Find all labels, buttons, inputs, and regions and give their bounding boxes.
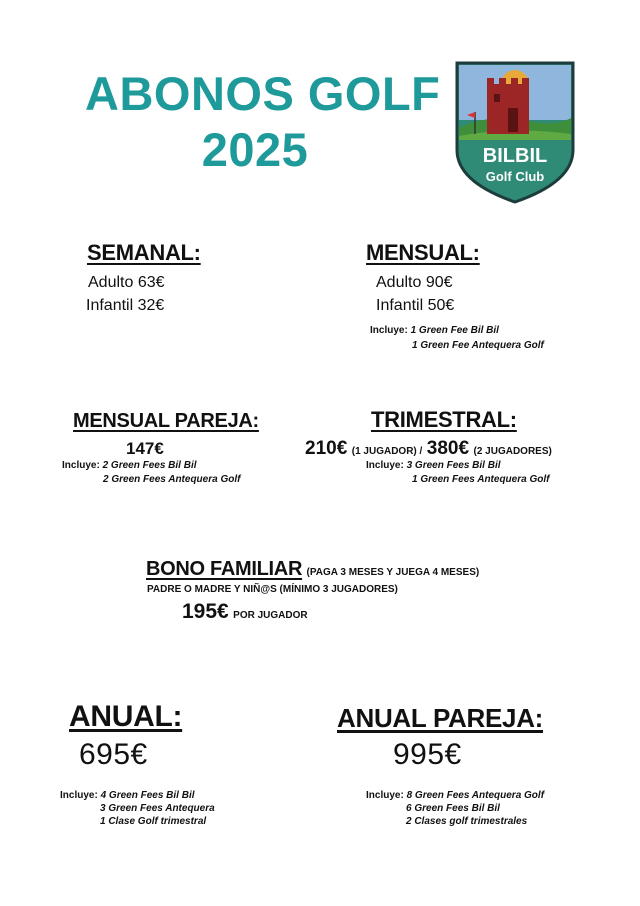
trimestral-prices xyxy=(305,438,552,460)
logo-shield-icon xyxy=(453,60,577,204)
bono-familiar-subline: PADRE O MADRE Y NIÑ@S (MÍNIMO 3 JUGADORES) xyxy=(147,584,398,595)
includes-label: Incluye: xyxy=(60,790,98,801)
includes-label: Incluye: xyxy=(366,790,404,801)
trimestral-includes xyxy=(366,459,501,472)
anual-price: 695€ xyxy=(79,738,148,771)
bono-familiar-price-note: POR JUGADOR xyxy=(233,610,308,621)
include-item: 1 Green Fee Bil Bil xyxy=(410,325,499,336)
trimestral-note-1: (1 JUGADOR) / xyxy=(351,446,423,457)
includes-label: Incluye: xyxy=(366,460,404,471)
include-item: 8 Green Fees Antequera Golf xyxy=(406,790,545,801)
bono-familiar-heading: BONO FAMILIAR xyxy=(146,558,303,580)
bono-familiar-header xyxy=(146,558,479,581)
mensual-pareja-heading: MENSUAL PAREJA: xyxy=(73,410,259,432)
mensual-pareja-includes xyxy=(62,459,197,472)
include-item: 3 Green Fees Antequera xyxy=(100,803,215,814)
mensual-infantil: Infantil 50€ xyxy=(376,297,455,314)
trimestral-price-1: 210€ xyxy=(305,438,348,459)
include-item: 4 Green Fees Bil Bil xyxy=(100,790,195,801)
bono-familiar-price-row xyxy=(182,600,308,624)
mensual-heading: MENSUAL: xyxy=(366,240,480,265)
anual-heading: ANUAL: xyxy=(69,700,183,733)
include-item: 1 Green Fee Antequera Golf xyxy=(412,340,544,351)
page-title-line2: 2025 xyxy=(201,123,309,176)
anual-pareja-includes xyxy=(366,789,544,802)
logo-name-line1: BILBIL xyxy=(482,145,548,167)
includes-label: Incluye: xyxy=(62,460,100,471)
anual-pareja-heading: ANUAL PAREJA: xyxy=(337,703,544,733)
trimestral-price-2: 380€ xyxy=(426,438,470,459)
page-title-line1: ABONOS GOLF xyxy=(85,67,441,120)
club-logo xyxy=(453,60,577,204)
semanal-infantil: Infantil 32€ xyxy=(86,297,165,314)
anual-includes xyxy=(60,789,195,802)
logo-name-line2: Golf Club xyxy=(485,169,545,184)
trimestral-note-2: (2 JUGADORES) xyxy=(473,446,552,457)
include-item: 6 Green Fees Bil Bil xyxy=(406,803,500,814)
anual-pareja-price: 995€ xyxy=(393,738,462,771)
mensual-pareja-price: 147€ xyxy=(126,439,164,458)
mensual-adulto: Adulto 90€ xyxy=(376,274,453,291)
semanal-heading: SEMANAL: xyxy=(87,240,201,265)
include-item: 2 Clases golf trimestrales xyxy=(406,816,528,827)
include-item: 1 Clase Golf trimestral xyxy=(100,816,207,827)
include-item: 2 Green Fees Bil Bil xyxy=(102,460,197,471)
bono-familiar-price: 195€ xyxy=(182,600,229,623)
include-item: 3 Green Fees Bil Bil xyxy=(406,460,501,471)
semanal-adulto: Adulto 63€ xyxy=(88,274,165,291)
trimestral-heading: TRIMESTRAL: xyxy=(371,407,517,432)
mensual-includes xyxy=(370,324,499,337)
include-item: 1 Green Fees Antequera Golf xyxy=(412,474,550,485)
includes-label: Incluye: xyxy=(370,325,408,336)
include-item: 2 Green Fees Antequera Golf xyxy=(103,474,241,485)
bono-familiar-note: (PAGA 3 MESES Y JUEGA 4 MESES) xyxy=(306,567,480,578)
